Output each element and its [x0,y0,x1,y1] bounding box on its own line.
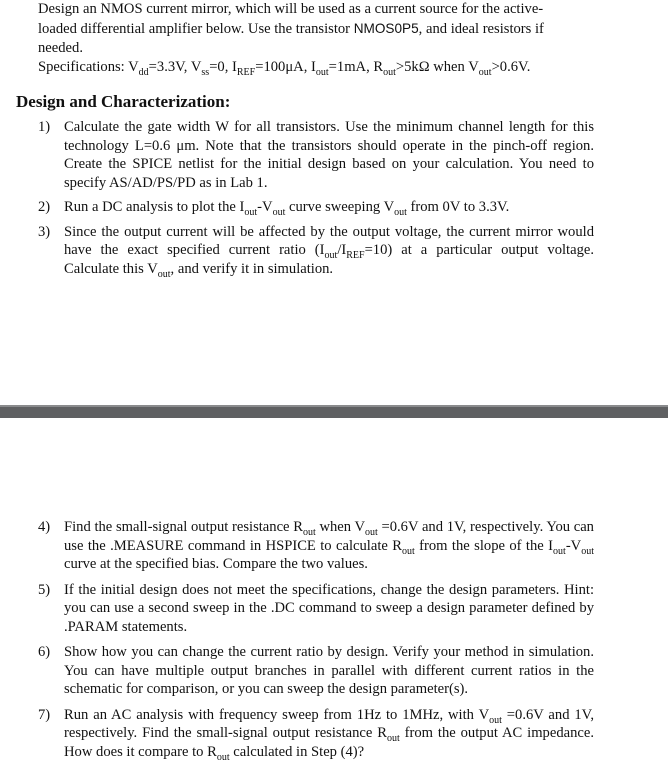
step-text: =0.6V and 1V, respectively. You can use the .MEASURE command in HSPICE to calculate R [64,519,594,554]
step-text: Run an AC analysis with frequency sweep from 1Hz to 1MHz, with V [64,706,490,723]
step-number: 3) [38,223,51,240]
step-subscript: out [553,545,566,557]
intro-text: Design an NMOS current mirror, which will be used as a current source for the active- [38,1,544,17]
step-text: curve sweeping V [285,199,395,215]
step-text: =10) at a particular output voltage. Calculate this V [64,242,594,277]
step-subscript: out [244,206,258,218]
intro-paragraph [38,0,630,77]
spec-subscript: dd [138,66,149,78]
step-text: calculated in Step (4)? [229,743,365,760]
step-number: 4) [38,519,51,535]
list-item [38,706,594,762]
step-text: Since the output current will be affected by the output voltage, the current mirror would have the exact specified current ratio (I [64,223,594,258]
list-item [38,518,594,574]
step-subscript: out [365,526,378,538]
step-text: -V [257,199,273,215]
spec-label: Specifications: [38,59,129,75]
spec-subscript: out [478,66,492,78]
spec-symbol: V [190,59,202,75]
step-text: If the initial design does not meet the specifications, change the design parameters. Hint: you can use a second sweep in the .DC command to sweep a design parameter defined by .PARAM statements. [64,581,594,635]
step-number: 2) [38,199,51,215]
spec-subscript: out [383,66,396,78]
step-number: 5) [38,581,51,598]
step-subscript: out [387,732,400,744]
step-number: 7) [38,706,51,723]
step-text: Run a DC analysis to plot the I [64,199,245,215]
section-heading: Design and Characterization: [16,92,231,111]
step-subscript: out [489,714,502,726]
spec-value: >5kΩ when [395,59,469,75]
step-text: from 0V to 3.3V. [406,199,510,215]
step-text: /I [337,242,347,258]
step-text: Calculate the gate width W for all transistors. Use the minimum channel length for this technology L=0.6 μm. Note that the transistors should operate in the pinch-off region. Create the SPICE netlist for the initial design based on your calculation. You need to specify AS/AD/PS/PD as in Lab 1. [64,119,594,191]
list-item [38,223,594,279]
step-subscript: out [302,526,316,538]
step-subscript: out [157,268,171,280]
intro-line [38,39,630,58]
steps-list [38,118,594,278]
step-subscript: REF [346,249,365,261]
list-item [38,118,594,192]
spec-subscript: REF [236,66,256,78]
specifications-line [38,58,630,77]
steps-list-continued [38,518,594,761]
step-text: -V [565,537,582,554]
step-text: from the output AC impedance. How does it compare to R [64,725,595,760]
transistor-name: NMOS0P5 [353,21,419,36]
spec-symbol: V [128,59,139,75]
list-item [38,581,594,637]
spec-value: =3.3V, [148,59,191,75]
spec-value: =100μA, [255,59,312,75]
spec-subscript: out [315,66,329,78]
step-number: 1) [38,119,51,135]
spec-subscript: ss [201,66,210,78]
spec-value: =0, [209,59,233,75]
step-text: when V [315,519,366,535]
intro-line [38,19,630,39]
page-divider-edge [0,405,668,407]
list-item [38,198,594,217]
step-subscript: out [216,751,230,763]
spec-symbol: R [373,59,384,75]
spec-symbol: I [232,59,237,75]
step-subscript: out [581,545,594,557]
step-text: =0.6V and 1V, respectively. Find the small-signal output resistance R [64,706,594,741]
spec-value: >0.6V. [491,59,531,75]
list-item [38,643,594,699]
step-number: 6) [38,644,51,660]
page-divider [0,405,668,418]
intro-line [38,0,630,19]
step-text: Find the small-signal output resistance R [64,519,303,535]
step-subscript: out [272,206,286,218]
spec-symbol: V [468,59,479,75]
intro-text: , and ideal resistors if [418,21,544,37]
step-text: curve at the specified bias. Compare the two values. [64,556,368,572]
intro-text: needed. [38,40,83,56]
step-subscript: out [401,545,415,557]
spec-symbol: I [311,59,316,75]
step-subscript: out [394,206,407,218]
step-text: Show how you can change the current ratio by design. Verify your method in simulation. You can have multiple output branches in parallel with different current ratios in the schematic for comparison, or you can sweep the design parameter(s). [64,644,594,697]
step-subscript: out [324,249,338,261]
step-text: , and verify it in simulation. [170,260,334,277]
step-text: from the slope of the I [414,537,554,554]
spec-value: =1mA, [328,59,374,75]
intro-text: loaded differential amplifier below. Use the transistor [38,21,354,37]
